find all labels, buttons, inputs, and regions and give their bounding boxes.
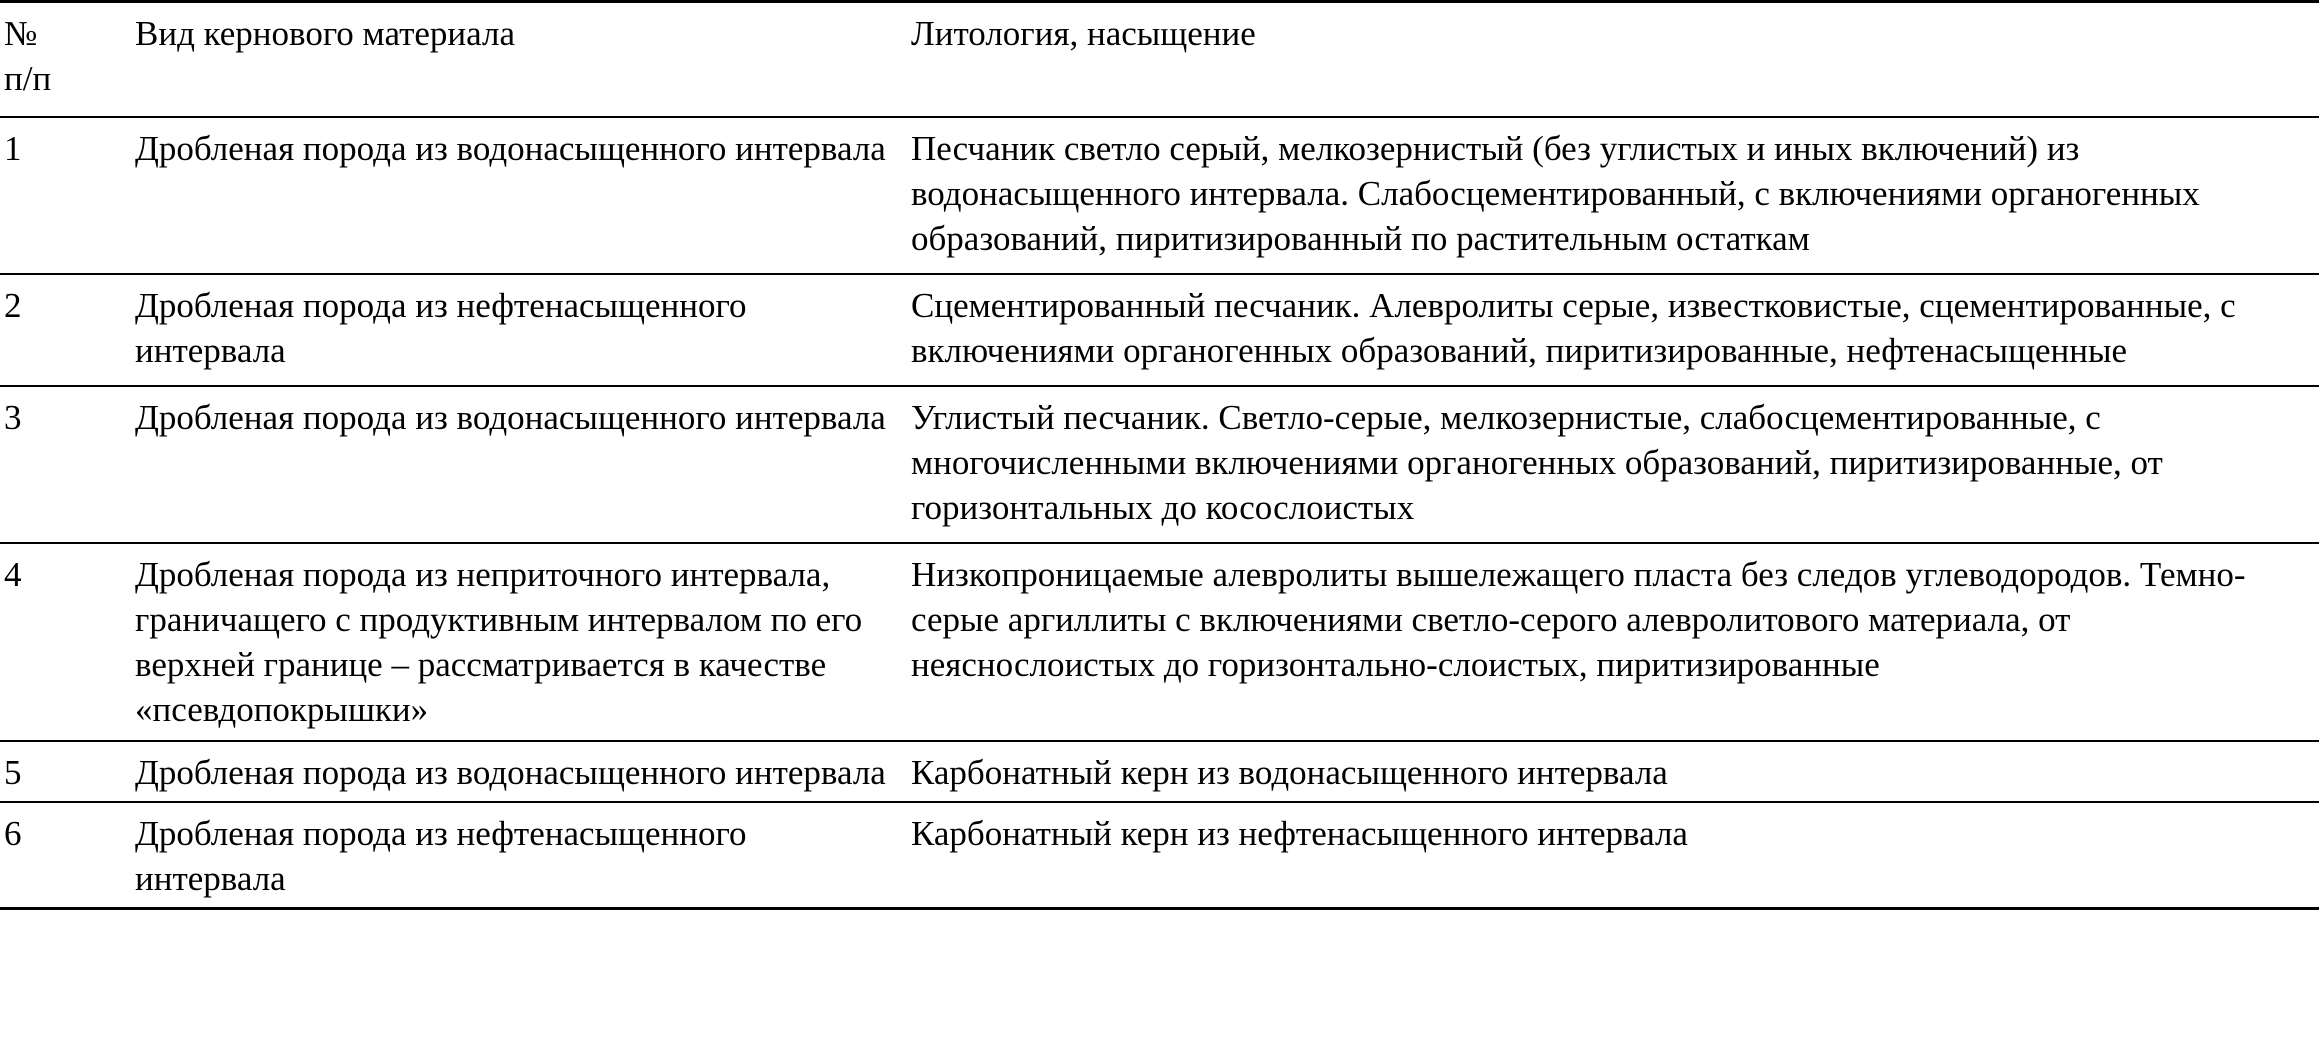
table-body (0, 117, 2319, 909)
row-number: 2 (4, 286, 22, 325)
row-number: 4 (4, 555, 22, 594)
row-lithology: Сцементированный песчаник. Алевролиты серые, известковистые, сцементированные, с включениями органогенных образований, пиритизированные, нефтенасыщенные (911, 286, 2236, 370)
row-core-type: Дробленая порода из нефтенасыщенного интервала (135, 286, 747, 370)
table-row (0, 117, 2319, 274)
row-lithology: Карбонатный керн из нефтенасыщенного интервала (911, 814, 1688, 853)
table-row (0, 741, 2319, 802)
row-number: 5 (4, 753, 22, 792)
header-number (0, 2, 135, 118)
header-core-type: Вид кернового материала (135, 14, 515, 53)
row-core-type: Дробленая порода из водонасыщенного интервала (135, 129, 886, 168)
row-lithology: Карбонатный керн из водонасыщенного интервала (911, 753, 1668, 792)
header-number-line2: п/п (4, 59, 52, 98)
header-row (0, 2, 2319, 118)
row-number: 3 (4, 398, 22, 437)
row-core-type: Дробленая порода из водонасыщенного интервала (135, 398, 886, 437)
row-lithology: Углистый песчаник. Светло-серые, мелкозернистые, слабосцементированные, с многочисленными включениями органогенных образований, пиритизированные, от горизонтальных до косослоистых (911, 398, 2163, 527)
table-row (0, 274, 2319, 386)
row-number: 6 (4, 814, 22, 853)
row-core-type: Дробленая порода из водонасыщенного интервала (135, 753, 886, 792)
row-core-type: Дробленая порода из неприточного интервала, граничащего с продуктивным интервалом по его верхней границе – рассматривается в качестве «псевдопокрышки» (135, 555, 863, 729)
row-number: 1 (4, 129, 22, 168)
row-core-type: Дробленая порода из нефтенасыщенного интервала (135, 814, 747, 898)
row-lithology: Песчаник светло серый, мелкозернистый (без углистых и иных включений) из водонасыщенного интервала. Слабосцементированный, с включениями органогенных образований, пиритизированный по растительным остаткам (911, 129, 2200, 258)
table-row (0, 386, 2319, 543)
header-lithology: Литология, насыщение (911, 14, 1256, 53)
header-number-line1: № (4, 14, 38, 53)
table-row (0, 802, 2319, 909)
table-header (0, 2, 2319, 118)
row-lithology: Низкопроницаемые алевролиты вышележащего пласта без следов углеводородов. Темно-серые аргиллиты с включениями светло-серого алевролитового материала, от неяснослоистых до горизонтально-слоистых, пиритизированные (911, 555, 2246, 684)
table-row (0, 543, 2319, 741)
